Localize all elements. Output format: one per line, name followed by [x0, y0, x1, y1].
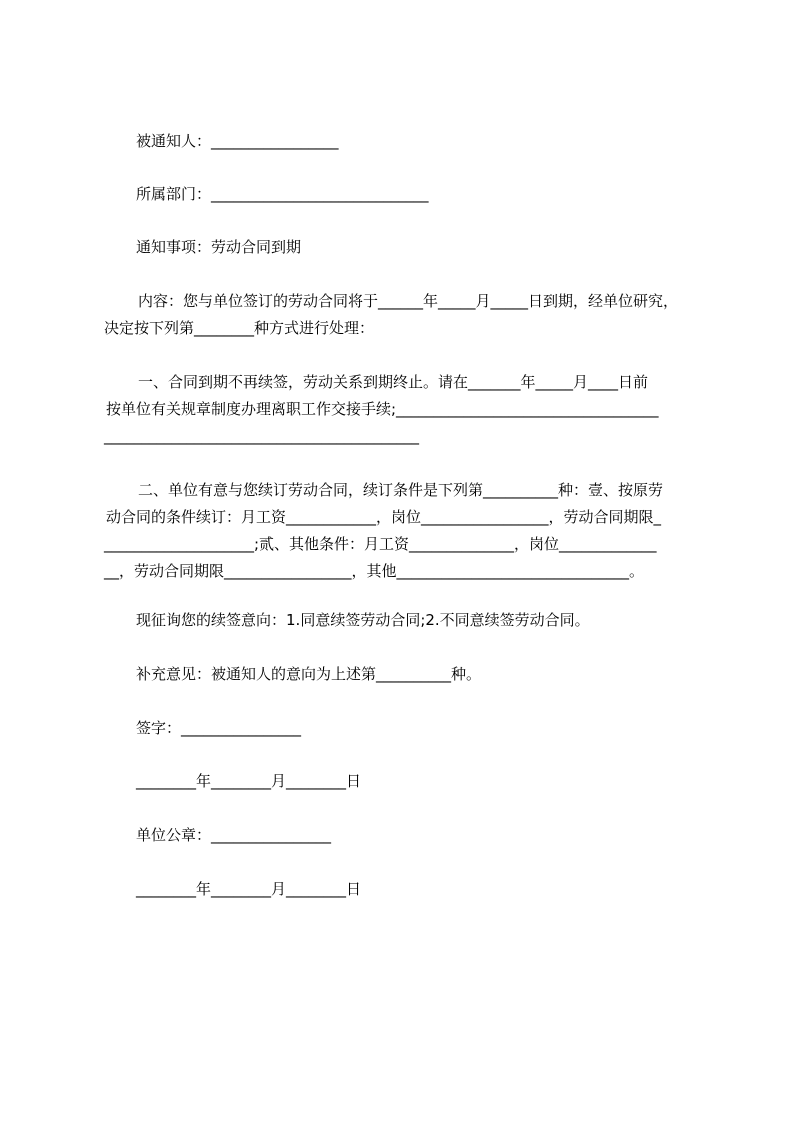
option-two-line-2: 动合同的条件续订：月工资____________，岗位_________________，劳动合同期限_ [106, 508, 662, 526]
option-one-line-1: 一、合同到期不再续签，劳动关系到期终止。请在_______年_____月____日前 [138, 373, 649, 391]
option-two-line-4: __，劳动合同期限_________________，其他_______________________________。 [104, 562, 645, 580]
option-two-line-1: 二、单位有意与您续订劳动合同，续订条件是下列第__________种：壹、按原劳 [138, 481, 664, 499]
date-line-2: ________年________月________日 [136, 880, 362, 898]
signature-line: 签字：________________ [136, 719, 302, 737]
supplement-line: 补充意见：被通知人的意向为上述第__________种。 [136, 665, 482, 683]
content-line-1: 内容：您与单位签订的劳动合同将于______年_____月_____日到期，经单位研究， [138, 292, 679, 310]
company-seal-line: 单位公章：________________ [136, 826, 332, 844]
content-line-2: 决定按下列第________种方式进行处理： [104, 319, 375, 337]
notified-person-line: 被通知人：_________________ [136, 132, 339, 150]
department-line: 所属部门：_____________________________ [136, 185, 429, 203]
option-one-line-2: 按单位有关规章制度办理离职工作交接手续;___________________________________ [106, 400, 659, 418]
option-two-line-3: ____________________;贰、其他条件：月工资______________，岗位_____________ [104, 535, 657, 553]
date-line-1: ________年________月________日 [136, 772, 362, 790]
option-one-line-3: __________________________________________ [104, 427, 419, 445]
notice-item-line: 通知事项：劳动合同到期 [136, 238, 302, 256]
inquiry-line: 现征询您的续签意向：1.同意续签劳动合同;2.不同意续签劳动合同。 [136, 611, 590, 629]
